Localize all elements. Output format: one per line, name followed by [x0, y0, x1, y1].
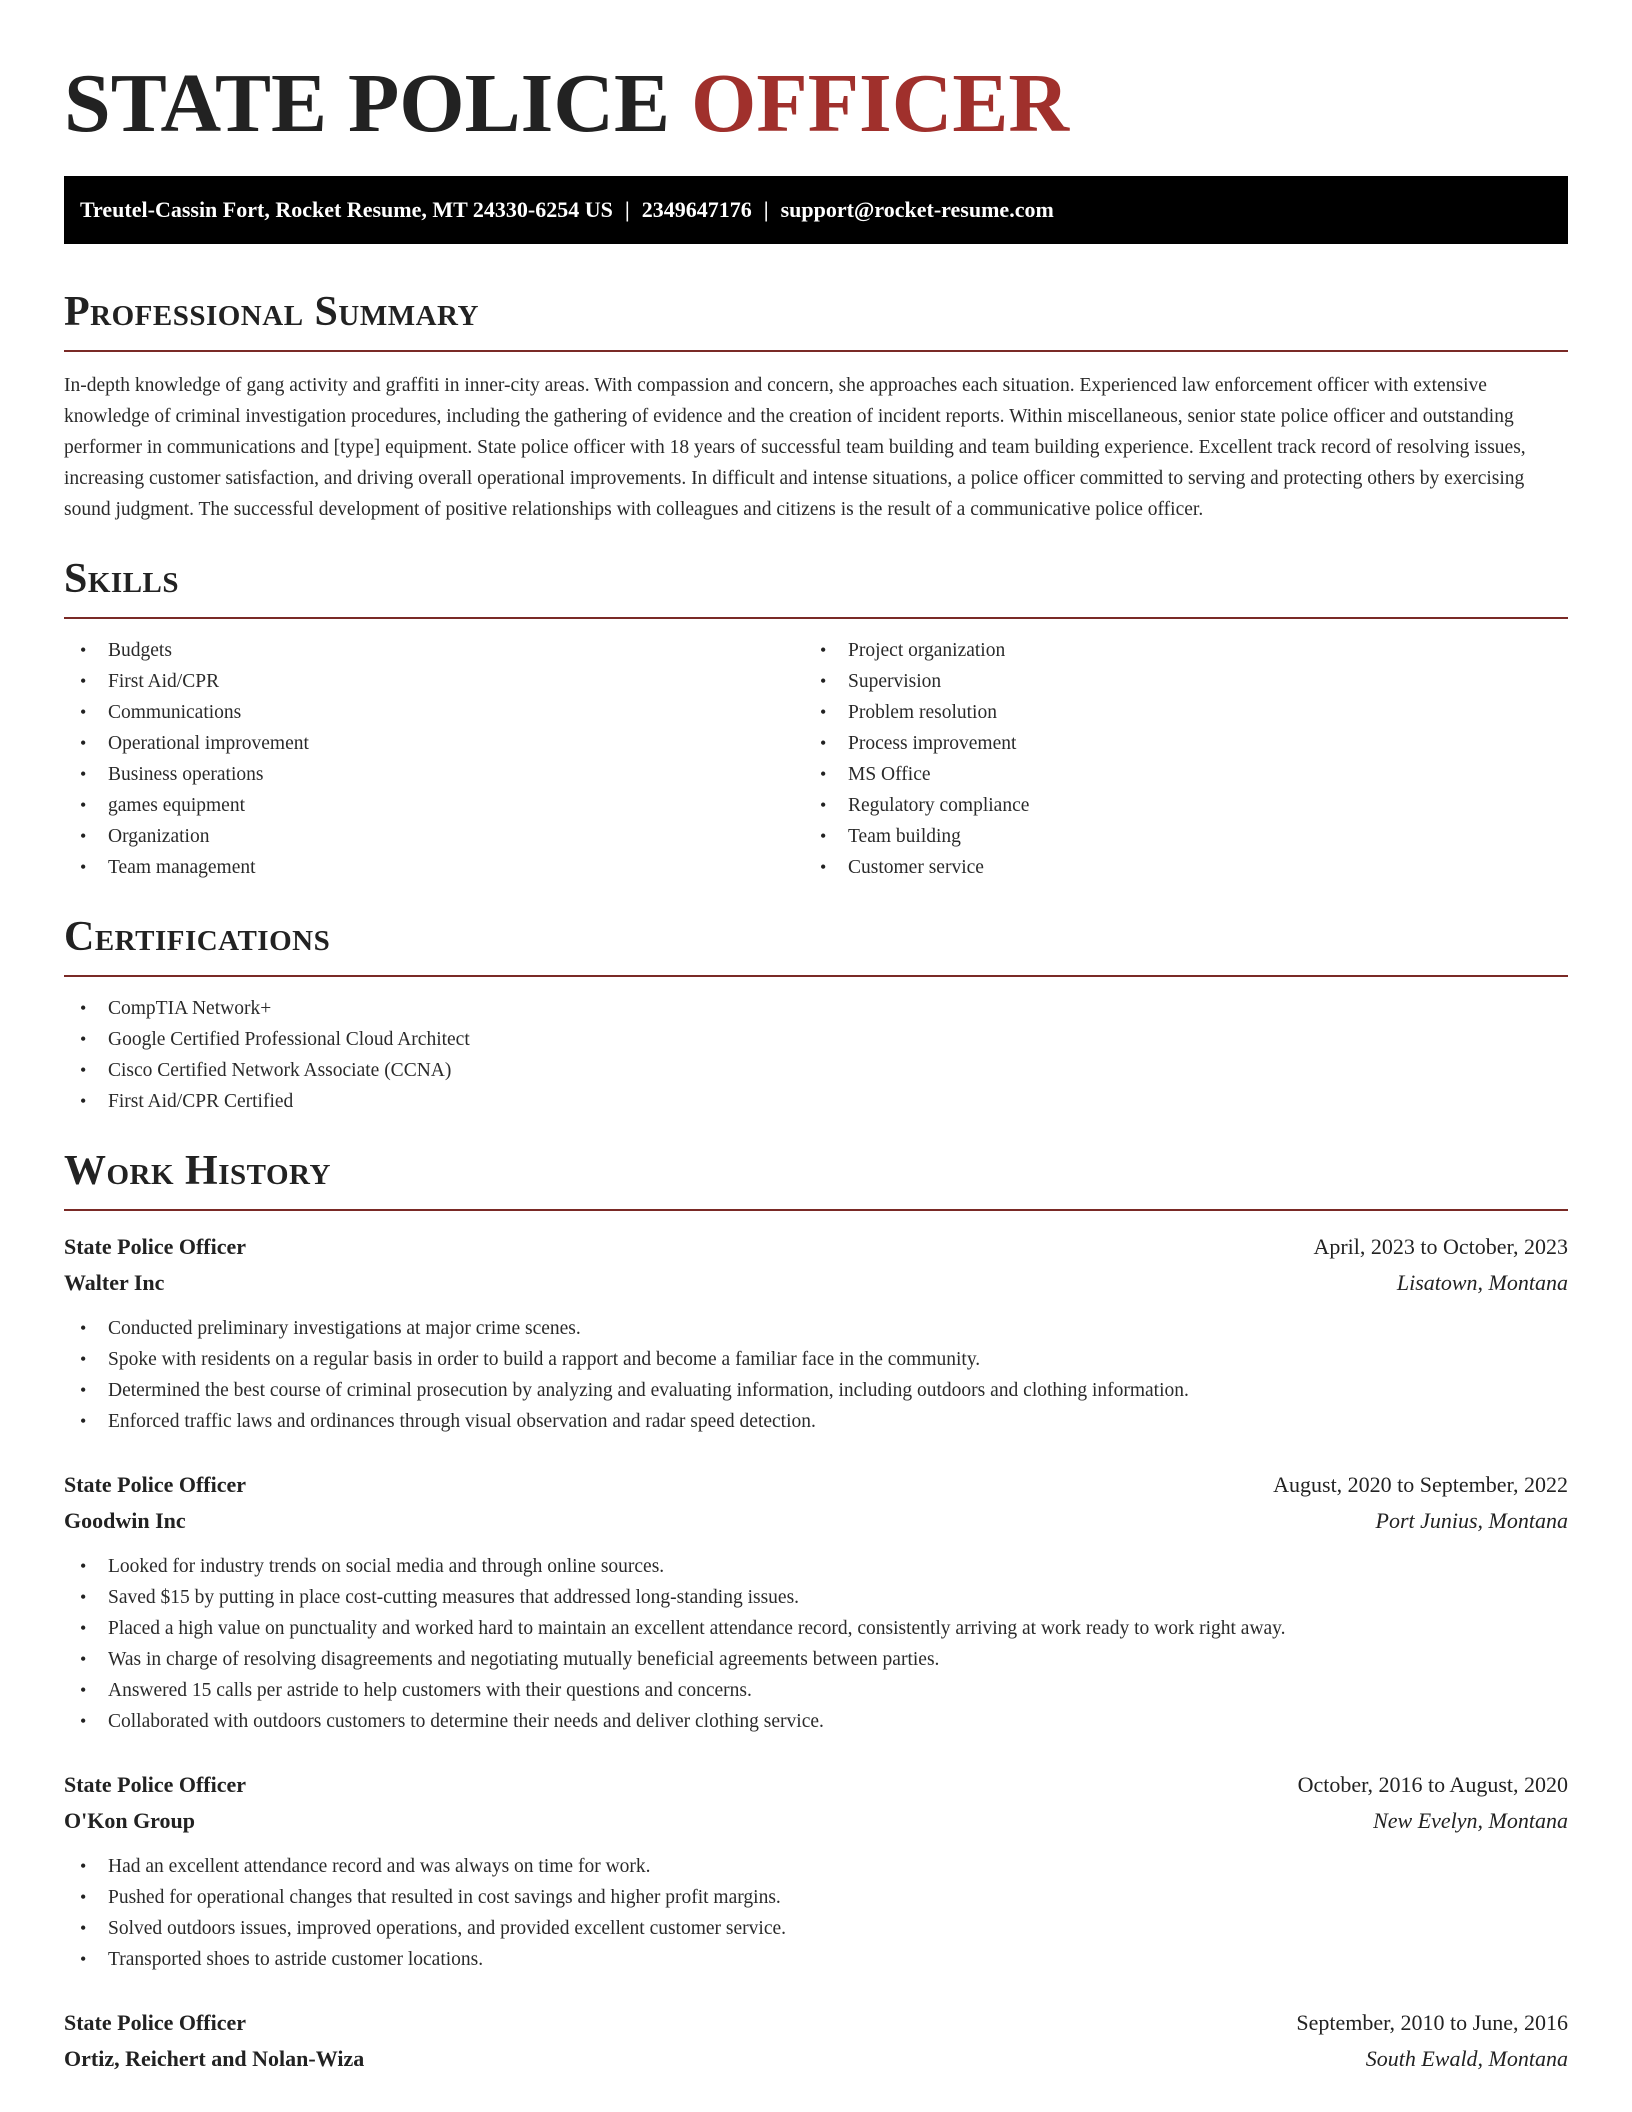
job-company: Walter Inc — [64, 1270, 165, 1295]
job-entry — [64, 1767, 1568, 1975]
skill-item: • Problem resolution — [804, 697, 1544, 728]
job-duty: • Enforced traffic laws and ordinances through visual observation and radar speed detection. — [64, 1406, 1568, 1437]
job-dates: September, 2010 to June, 2016 — [1296, 2010, 1568, 2035]
section-divider — [64, 350, 1568, 352]
skills-grid — [64, 635, 1568, 883]
skills-column-left — [64, 635, 804, 883]
resume-title — [64, 56, 1568, 152]
job-duty: • Had an excellent attendance record and was always on time for work. — [64, 1851, 1568, 1882]
work-history-heading: Work History — [64, 1148, 331, 1194]
job-duty: • Answered 15 calls per astride to help customers with their questions and concerns. — [64, 1675, 1568, 1706]
skill-item: • Business operations — [64, 759, 804, 790]
summary-text: In-depth knowledge of gang activity and graffiti in inner-city areas. With compassion and concern, she approaches each situation. Experienced law enforcement officer with extensive knowledge of criminal investigation procedures, including the gathering of evidence and the creation of incident reports. Within miscellaneous, senior state police officer and outstanding performer in communications and [type] equipment. State police officer with 18 years of successful team building and team building experience. Excellent track record of resolving issues, increasing customer satisfaction, and driving overall operational improvements. In difficult and intense situations, a police officer committed to serving and protecting others by exercising sound judgment. The successful development of positive relationships with colleagues and citizens is the result of a communicative police officer. — [64, 375, 1526, 520]
job-duty: • Conducted preliminary investigations at major crime scenes. — [64, 1313, 1568, 1344]
skill-item: • Process improvement — [804, 728, 1544, 759]
certification-item: • First Aid/CPR Certified — [64, 1086, 1568, 1117]
job-header-row — [64, 1767, 1568, 1803]
skill-item: • Project organization — [804, 635, 1544, 666]
job-duty: • Collaborated with outdoors customers to determine their needs and deliver clothing service. — [64, 1706, 1568, 1737]
job-location: South Ewald, Montana — [1365, 2046, 1568, 2071]
job-dates: August, 2020 to September, 2022 — [1273, 1472, 1568, 1497]
skill-item: • Regulatory compliance — [804, 790, 1544, 821]
job-location: Lisatown, Montana — [1396, 1270, 1568, 1295]
job-duty: • Looked for industry trends on social media and through online sources. — [64, 1551, 1568, 1582]
job-company: Ortiz, Reichert and Nolan-Wiza — [64, 2046, 365, 2071]
certification-item: • Cisco Certified Network Associate (CCNA) — [64, 1055, 1568, 1086]
job-duties — [64, 1313, 1568, 1437]
section-divider — [64, 975, 1568, 977]
job-role: State Police Officer — [64, 2010, 247, 2035]
job-dates: April, 2023 to October, 2023 — [1313, 1234, 1568, 1259]
job-duties — [64, 1851, 1568, 1975]
job-role: State Police Officer — [64, 1772, 247, 1797]
job-company-row — [64, 2041, 1568, 2077]
job-role: State Police Officer — [64, 1472, 247, 1497]
title-main: STATE POLICE — [64, 57, 692, 150]
job-company-row — [64, 1265, 1568, 1301]
job-duty: • Transported shoes to astride customer locations. — [64, 1944, 1568, 1975]
job-location: Port Junius, Montana — [1375, 1508, 1568, 1533]
skill-item: • Team building — [804, 821, 1544, 852]
skill-item: • MS Office — [804, 759, 1544, 790]
certification-item: • CompTIA Network+ — [64, 993, 1568, 1024]
skill-item: • Communications — [64, 697, 804, 728]
job-duty: • Determined the best course of criminal prosecution by analyzing and evaluating information, including outdoors and clothing information. — [64, 1375, 1568, 1406]
skill-item: • First Aid/CPR — [64, 666, 804, 697]
job-company: Goodwin Inc — [64, 1508, 186, 1533]
section-divider — [64, 1209, 1568, 1211]
job-header-row — [64, 1467, 1568, 1503]
job-role: State Police Officer — [64, 1234, 247, 1259]
resume-page — [64, 0, 1568, 2077]
contact-separator: | — [624, 197, 630, 222]
section-divider — [64, 617, 1568, 619]
skill-item: • Organization — [64, 821, 804, 852]
contact-separator: | — [763, 197, 769, 222]
job-header-row — [64, 1229, 1568, 1265]
job-duties — [64, 1551, 1568, 1737]
certifications-list — [64, 993, 1568, 1117]
job-duty: • Spoke with residents on a regular basis in order to build a rapport and become a familiar face in the community. — [64, 1344, 1568, 1375]
job-duty: • Pushed for operational changes that resulted in cost savings and higher profit margins. — [64, 1882, 1568, 1913]
job-entry — [64, 2005, 1568, 2077]
job-duty: • Saved $15 by putting in place cost-cutting measures that addressed long-standing issues. — [64, 1582, 1568, 1613]
job-entry — [64, 1467, 1568, 1737]
contact-address: Treutel-Cassin Fort, Rocket Resume, MT 24330-6254 US — [80, 197, 613, 222]
contact-phone: 2349647176 — [641, 197, 752, 222]
job-company-row — [64, 1503, 1568, 1539]
title-accent: OFFICER — [691, 57, 1070, 150]
skill-item: • games equipment — [64, 790, 804, 821]
certifications-heading: Certifications — [64, 914, 331, 960]
job-location: New Evelyn, Montana — [1373, 1808, 1568, 1833]
skills-column-right — [804, 635, 1544, 883]
job-duty: • Placed a high value on punctuality and worked hard to maintain an excellent attendance record, consistently arriving at work ready to work right away. — [64, 1613, 1568, 1644]
contact-bar — [64, 176, 1568, 244]
skill-item: • Supervision — [804, 666, 1544, 697]
skill-item: • Customer service — [804, 852, 1544, 883]
job-company: O'Kon Group — [64, 1808, 196, 1833]
job-duty: • Solved outdoors issues, improved operations, and provided excellent customer service. — [64, 1913, 1568, 1944]
contact-email: support@rocket-resume.com — [780, 197, 1054, 222]
job-entry — [64, 1229, 1568, 1437]
job-header-row — [64, 2005, 1568, 2041]
job-dates: October, 2016 to August, 2020 — [1297, 1772, 1568, 1797]
job-duty: • Was in charge of resolving disagreements and negotiating mutually beneficial agreements between parties. — [64, 1644, 1568, 1675]
skills-heading: Skills — [64, 556, 180, 602]
job-company-row — [64, 1803, 1568, 1839]
skill-item: • Team management — [64, 852, 804, 883]
certification-item: • Google Certified Professional Cloud Architect — [64, 1024, 1568, 1055]
summary-heading: Professional Summary — [64, 289, 479, 335]
skill-item: • Operational improvement — [64, 728, 804, 759]
skill-item: • Budgets — [64, 635, 804, 666]
